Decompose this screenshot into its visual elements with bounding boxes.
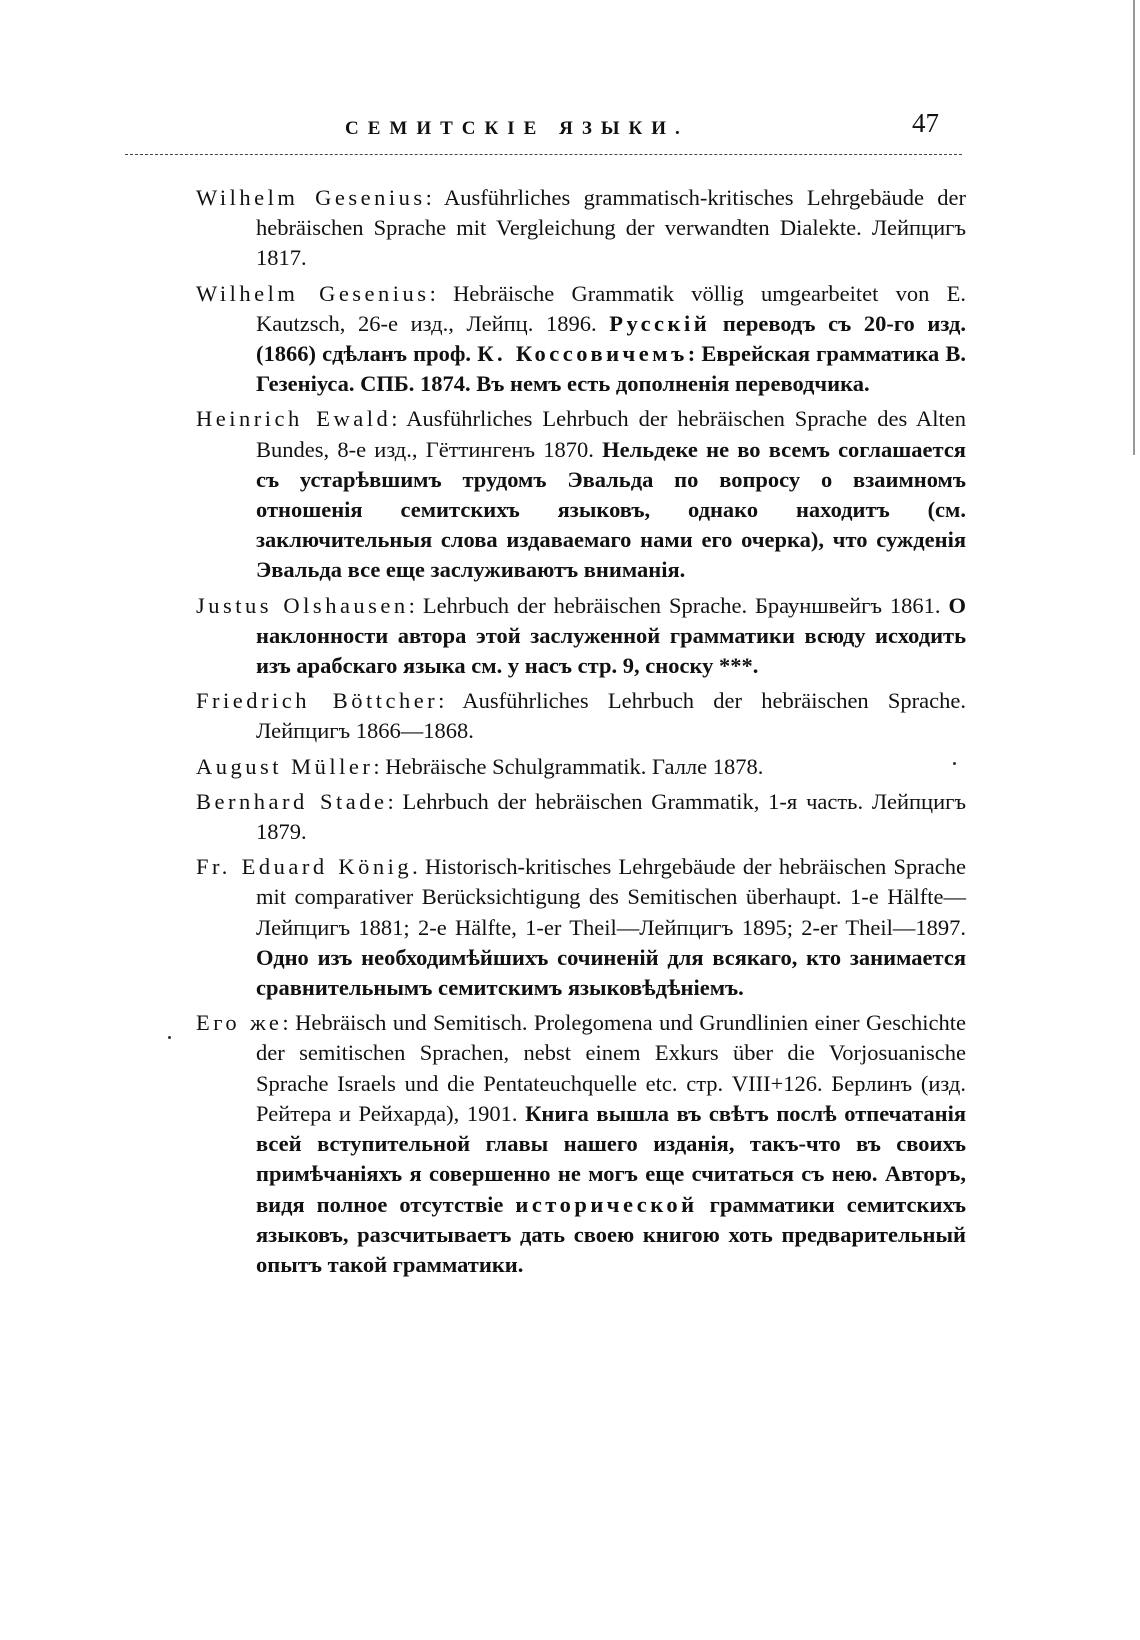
page-number: 47 [912, 108, 939, 138]
entry-text: переводъ съ 20-го изд. (1866) сдѣланъ проф. [256, 310, 966, 367]
entry-commentary: Книга вышла въ свѣтъ послѣ отпечатанія всей вступительной главы нашего изданія, такъ-что въ своихъ примѣчаніяхъ я совершенно не могъ еще считаться съ нею. Авторъ, видя полное отсутствіе [256, 1100, 966, 1217]
bibliography-entry [196, 1008, 966, 1280]
bibliography-entry [196, 852, 966, 1003]
bibliography-entry [196, 591, 966, 682]
bibliography-entry [196, 183, 966, 274]
entry-separator: : [408, 592, 423, 618]
entry-spaced-name: К. Коссовичемъ [477, 341, 688, 367]
entry-text: Hebräische Schulgrammatik. Галле 1878. [385, 753, 764, 779]
entry-author: Wilhelm Gesenius [196, 185, 426, 210]
entry-author: Justus Olshausen [196, 592, 409, 618]
entry-text: Ausführliches grammatisch-kritisches Lehrgebäude der hebräischen Sprache mit Vergleichung der verwandten Dialekte. Лейпцигъ 1817. [256, 185, 967, 271]
entry-text: Ausführliches Lehrbuch der hebräischen Sprache. Лейпцигъ 1866—1868. [256, 688, 966, 744]
entry-author: Heinrich Ewald [196, 406, 392, 432]
entry-commentary: Одно изъ необходимѣйшихъ сочиненій для всякаго, кто занимается сравнительнымъ семитскимъ языковѣдѣніемъ. [256, 944, 966, 1001]
entry-spaced-word: исторической [515, 1191, 698, 1217]
entry-commentary: О наклонности автора этой заслуженной грамматики всюду исходить изъ арабскаго языка см. у насъ стр. 9, сноску ***. [256, 592, 966, 679]
bibliography-entry [196, 404, 966, 585]
entry-separator: : [282, 1010, 296, 1036]
bibliography-entry [196, 787, 966, 847]
entry-separator: . [412, 854, 426, 880]
entry-author: Bernhard Stade [196, 788, 388, 814]
entry-commentary: грамматики семитскихъ языковъ, разсчитываетъ дать своею книгою хоть предварительный опытъ такой грамматики. [256, 1191, 966, 1277]
entry-separator: : [425, 185, 445, 210]
entry-commentary: Нельдеке не во всемъ соглашается съ устарѣвшимъ трудомъ Эвальда по вопросу о взаимномъ отношенія семитскихъ языковъ, однако находитъ (см. заключительныя слова издаваемаго нами его очерка), что сужденія Эвальда все еще заслуживаютъ вниманія. [256, 436, 966, 583]
bibliography-entry [196, 686, 966, 746]
entry-text: Ausführliches Lehrbuch der hebräischen Sprache des Alten Bundes, 8-е изд., Гёттингенъ 1870. [256, 406, 967, 462]
entry-author: Fr. Eduard König [196, 854, 413, 880]
bibliography-entry [196, 752, 966, 782]
entry-author: August Müller [196, 753, 374, 779]
entry-author: Wilhelm Gesenius [196, 280, 430, 306]
running-title: СЕМИТСКІЕ ЯЗЫКИ. [345, 118, 689, 139]
entry-separator: : [373, 753, 386, 779]
entry-commentary: : Еврейская грамматика В. Гезеніуса. СПБ. 1874. Въ немъ есть дополненія переводчика. [256, 341, 966, 397]
entry-separator: : [429, 280, 454, 306]
entry-spaced-word: Русскій [609, 310, 711, 336]
entry-text: Lehrbuch der hebräischen Grammatik, 1-я часть. Лейпцигъ 1879. [256, 788, 966, 845]
entry-separator: : [387, 788, 403, 814]
entry-text: Lehrbuch der hebräischen Sprache. Брауншвейгъ 1861. [422, 592, 949, 618]
scan-speck [168, 1036, 171, 1039]
bibliography-entry [196, 279, 966, 400]
entry-text: Hebräische Grammatik völlig umgearbeitet von E. Kautzsch, 26-е изд., Лейпц. 1896. [256, 280, 966, 336]
entry-separator: : [438, 688, 463, 714]
entry-text: Historisch-kritisches Lehrgebäude der hebräischen Sprache mit comparativer Berücksichtigung des Semitischen überhaupt. 1-е Hälfte—Лейпцигъ 1881; 2-е Hälfte, 1-er Theil—Лейпцигъ 1895; 2-er Theil—1897. [256, 854, 966, 940]
header-rule [125, 154, 962, 155]
entry-text: Hebräisch und Semitisch. Prolegomena und Grundlinien einer Geschichte der semitischen Sprachen, nebst einem Exkurs über die Vorjosuanische Sprache Israels und die Pentateuchquelle etc. стр. VIII+126. Берлинъ (изд. Рейтера и Рейхарда), 1901. [256, 1010, 966, 1126]
bibliography-list [196, 183, 966, 1285]
entry-author: Его же [196, 1010, 283, 1036]
entry-author: Friedrich Böttcher [196, 688, 439, 714]
entry-separator: : [391, 406, 407, 432]
scan-edge-line [1133, 0, 1135, 455]
